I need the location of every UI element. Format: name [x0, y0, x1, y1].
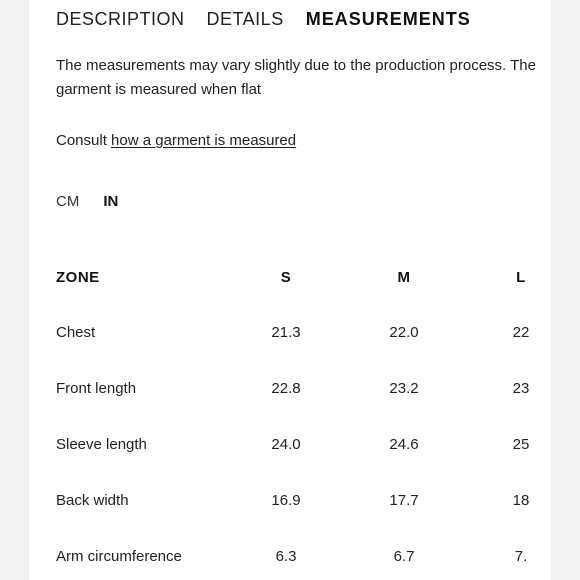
- tab-measurements[interactable]: MEASUREMENTS: [305, 9, 471, 29]
- table-row: [56, 313, 530, 369]
- value: 16.9: [271, 492, 301, 509]
- header-m-label: M: [397, 269, 411, 286]
- consult-line: [56, 132, 296, 149]
- table-row: [56, 481, 530, 537]
- value: 23: [512, 380, 530, 397]
- value: 22.8: [271, 380, 301, 397]
- value: 24.6: [389, 436, 419, 453]
- header-l-label: L: [516, 269, 526, 286]
- value: 25: [512, 436, 530, 453]
- table-header-row: [56, 258, 526, 313]
- value: 17.7: [389, 492, 419, 509]
- header-zone: [56, 269, 100, 286]
- zone-label: Arm circumference: [56, 548, 182, 565]
- unit-in-option[interactable]: IN: [103, 193, 119, 210]
- consult-prefix: Consult: [56, 132, 112, 149]
- header-s-label: S: [280, 269, 292, 286]
- value: 21.3: [271, 324, 301, 341]
- zone-cell: [56, 324, 95, 341]
- value: 22.0: [389, 324, 419, 341]
- measurements-description: The measurements may vary slightly due to the production process. The garment is measured when flat: [56, 57, 536, 98]
- zone-label: Front length: [56, 380, 137, 397]
- header-zone-label: ZONE: [56, 269, 100, 286]
- value: 7.: [514, 548, 528, 565]
- tab-bar: [56, 9, 471, 30]
- value: 22: [512, 324, 530, 341]
- value: 6.3: [275, 548, 297, 565]
- zone-cell: [56, 380, 136, 397]
- value: 24.0: [271, 436, 301, 453]
- tab-description[interactable]: DESCRIPTION: [56, 9, 185, 29]
- zone-label: Chest: [56, 324, 96, 341]
- table-row: [56, 425, 530, 481]
- zone-cell: [56, 492, 129, 509]
- unit-cm-option[interactable]: CM: [56, 193, 80, 210]
- measurements-table: [56, 258, 530, 580]
- tab-details[interactable]: DETAILS: [206, 9, 284, 29]
- zone-label: Back width: [56, 492, 129, 509]
- value: 23.2: [389, 380, 419, 397]
- zone-cell: [56, 436, 147, 453]
- how-measured-link[interactable]: how a garment is measured: [111, 132, 297, 149]
- zone-label: Sleeve length: [56, 436, 147, 453]
- zone-cell: [56, 548, 182, 565]
- value: 6.7: [393, 548, 415, 565]
- value: 18: [512, 492, 530, 509]
- unit-toggle: [56, 193, 118, 210]
- table-row: [56, 369, 530, 425]
- table-row: [56, 537, 526, 580]
- measurements-panel: [29, 0, 551, 580]
